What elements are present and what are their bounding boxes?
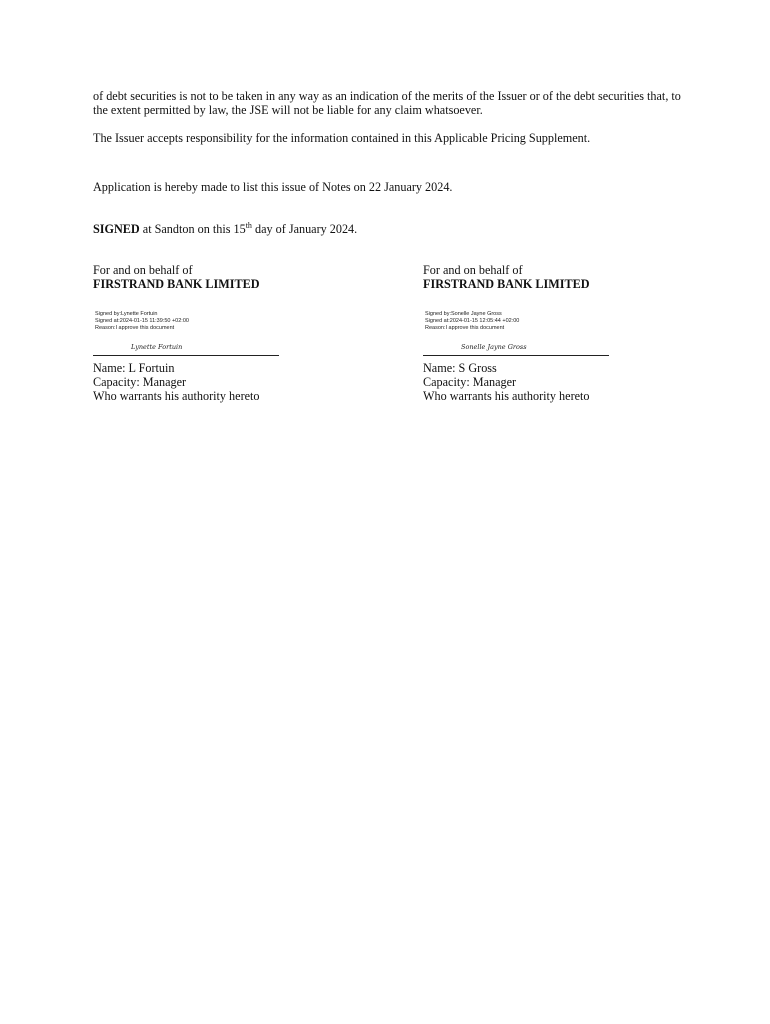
signatory-capacity: Capacity: Manager	[423, 375, 517, 389]
signatory-name: Name: L Fortuin	[93, 361, 175, 375]
signature-line	[423, 355, 609, 356]
signed-at: Signed at:2024-01-15 11:39:50 +02:00	[95, 318, 189, 324]
signed-text-end: day of January 2024.	[251, 222, 358, 236]
signature-reason: Reason:I approve this document	[95, 325, 175, 331]
handwritten-signature: Lynette Fortuin	[131, 343, 183, 351]
signed-day-suffix: th	[245, 220, 252, 230]
digital-signature-stamp	[95, 311, 189, 332]
signatory-authority: Who warrants his authority hereto	[93, 389, 260, 403]
signatory-block-left	[93, 263, 393, 403]
digital-signature-stamp	[425, 311, 519, 332]
disclaimer-paragraph: of debt securities is not to be taken in any way as an indication of the merits of the Issuer or of the debt securities that, to the extent permitted by law, the JSE will not be liable for any claim whatsoever.	[93, 89, 681, 117]
responsibility-paragraph: The Issuer accepts responsibility for the information contained in this Applicable Pricing Supplement.	[93, 131, 591, 145]
handwritten-signature: Sonelle Jayne Gross	[461, 343, 527, 351]
signature-line	[93, 355, 279, 356]
signed-by: Signed by:Sonelle Jayne Gross	[425, 311, 502, 317]
signed-label: SIGNED	[93, 222, 140, 236]
signature-reason: Reason:I approve this document	[425, 325, 505, 331]
signatory-capacity: Capacity: Manager	[93, 375, 187, 389]
signatory-name: Name: S Gross	[423, 361, 497, 375]
signatory-authority: Who warrants his authority hereto	[423, 389, 590, 403]
behalf-label: For and on behalf of	[93, 263, 193, 277]
signed-text: at Sandton on this 15	[139, 222, 246, 236]
signed-statement	[93, 222, 357, 236]
behalf-label: For and on behalf of	[423, 263, 523, 277]
bank-name: FIRSTRAND BANK LIMITED	[93, 277, 260, 291]
signed-at: Signed at:2024-01-15 12:05:44 +02:00	[425, 318, 520, 324]
signed-by: Signed by:Lynette Fortuin	[95, 311, 158, 317]
signatory-block-right	[423, 263, 723, 403]
bank-name: FIRSTRAND BANK LIMITED	[423, 277, 590, 291]
signatory-details	[423, 361, 590, 403]
signatory-details	[93, 361, 260, 403]
listing-application-paragraph: Application is hereby made to list this issue of Notes on 22 January 2024.	[93, 180, 453, 194]
